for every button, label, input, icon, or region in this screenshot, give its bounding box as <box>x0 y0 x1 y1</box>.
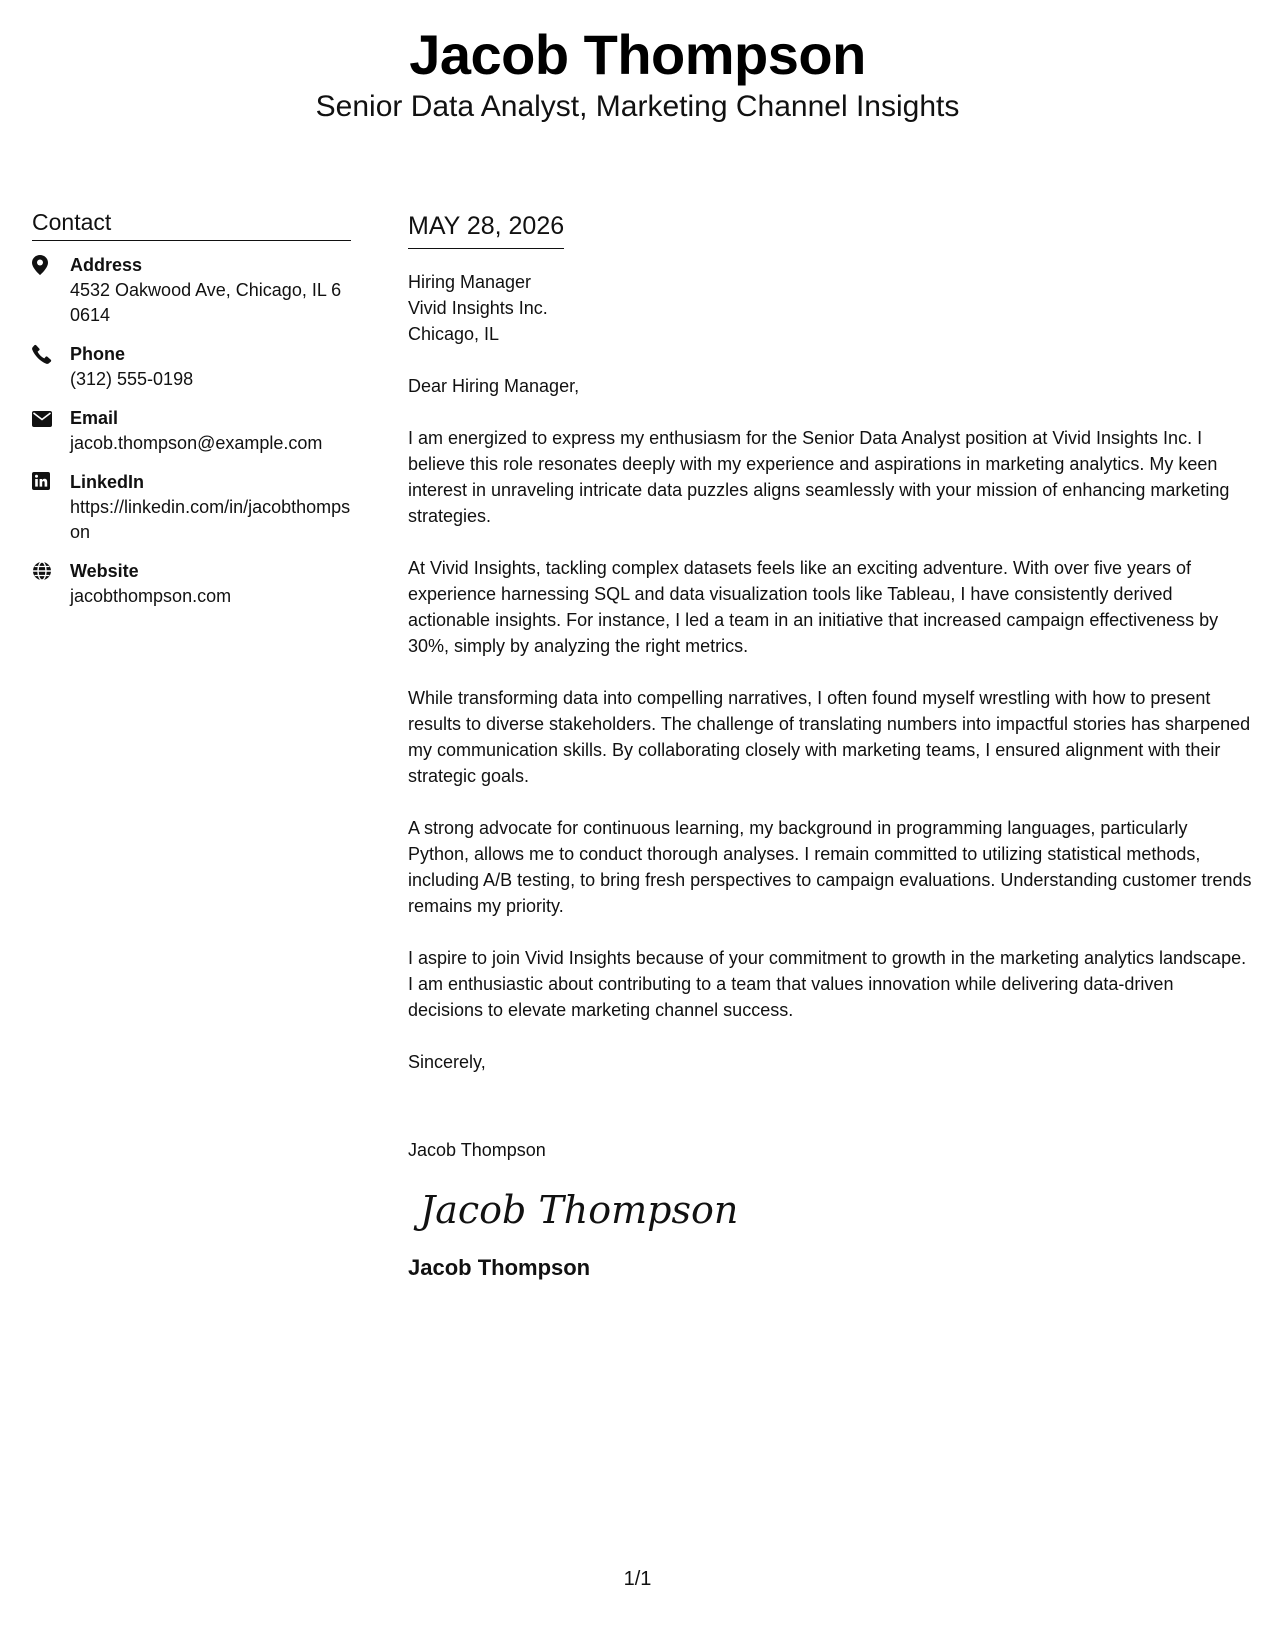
body-paragraph-4: A strong advocate for continuous learning, my background in programming languages, particularly Python, allows me to conduct thorough analyses. I remain committed to utilizing statistical methods, including A/B testing, to bring fresh perspectives to campaign evaluations. Understanding customer trends remains my priority. <box>408 818 1252 916</box>
contact-website <box>32 559 351 609</box>
body-paragraph-1: I am energized to express my enthusiasm for the Senior Data Analyst position at Vivid Insights Inc. I believe this role resonates deeply with my experience and aspirations in marketing analytics. My keen interest in unraveling intricate data puzzles aligns seamlessly with your mission of enhancing marketing strategies. <box>408 428 1230 526</box>
recipient-block <box>408 269 1253 347</box>
applicant-name: Jacob Thompson <box>409 23 866 86</box>
contact-linkedin <box>32 470 351 545</box>
linkedin-value[interactable]: https://linkedin.com/in/jacobthompson <box>70 497 351 542</box>
phone-icon <box>32 342 70 392</box>
letter-date: MAY 28, 2026 <box>408 210 564 249</box>
linkedin-icon <box>32 470 70 545</box>
contact-phone <box>32 342 351 392</box>
body-paragraph-2: At Vivid Insights, tackling complex datasets feels like an exciting adventure. With over five years of experience harnessing SQL and data visualization tools like Tableau, I have consistently derived actionable insights. For instance, I led a team in an initiative that increased campaign effectiveness by 30%, simply by analyzing the right metrics. <box>408 558 1219 656</box>
body-paragraph-3: While transforming data into compelling narratives, I often found myself wrestling with how to present results to diverse stakeholders. The challenge of translating numbers into impactful stories has sharpened my communication skills. By collaborating closely with marketing teams, I ensured alignment with their strategic goals. <box>408 688 1251 786</box>
linkedin-label: LinkedIn <box>70 472 145 492</box>
email-value: jacob.thompson@example.com <box>70 433 323 453</box>
page-number: 1/1 <box>623 1568 652 1590</box>
globe-icon <box>32 559 70 609</box>
signature-image <box>416 1181 739 1239</box>
recipient-location: Chicago, IL <box>408 324 500 344</box>
envelope-icon <box>32 406 70 456</box>
contact-heading: Contact <box>32 208 351 241</box>
signature-text: Jacob Thompson <box>420 1188 739 1232</box>
letter-header <box>0 22 1275 126</box>
website-label: Website <box>70 561 139 581</box>
recipient-company: Vivid Insights Inc. <box>408 298 548 318</box>
signer-name: Jacob Thompson <box>408 1140 546 1160</box>
phone-value: (312) 555-0198 <box>70 369 194 389</box>
email-label: Email <box>70 408 119 428</box>
closing: Sincerely, <box>408 1052 486 1072</box>
salutation: Dear Hiring Manager, <box>408 376 580 396</box>
address-value: 4532 Oakwood Ave, Chicago, IL 60614 <box>70 280 342 325</box>
applicant-title: Senior Data Analyst, Marketing Channel Insights <box>315 90 960 123</box>
signer-bold-name: Jacob Thompson <box>408 1255 591 1280</box>
phone-label: Phone <box>70 344 126 364</box>
recipient-name: Hiring Manager <box>408 272 532 292</box>
contact-sidebar <box>32 208 351 623</box>
body-paragraph-5: I aspire to join Vivid Insights because of your commitment to growth in the marketing analytics landscape. I am enthusiastic about contributing to a team that values innovation while delivering data-driven decisions to elevate marketing channel success. <box>408 948 1247 1020</box>
contact-address <box>32 253 351 328</box>
website-value[interactable]: jacobthompson.com <box>70 586 232 606</box>
letter-body <box>408 210 1253 1283</box>
map-pin-icon <box>32 253 70 328</box>
contact-email <box>32 406 351 456</box>
address-label: Address <box>70 255 143 275</box>
